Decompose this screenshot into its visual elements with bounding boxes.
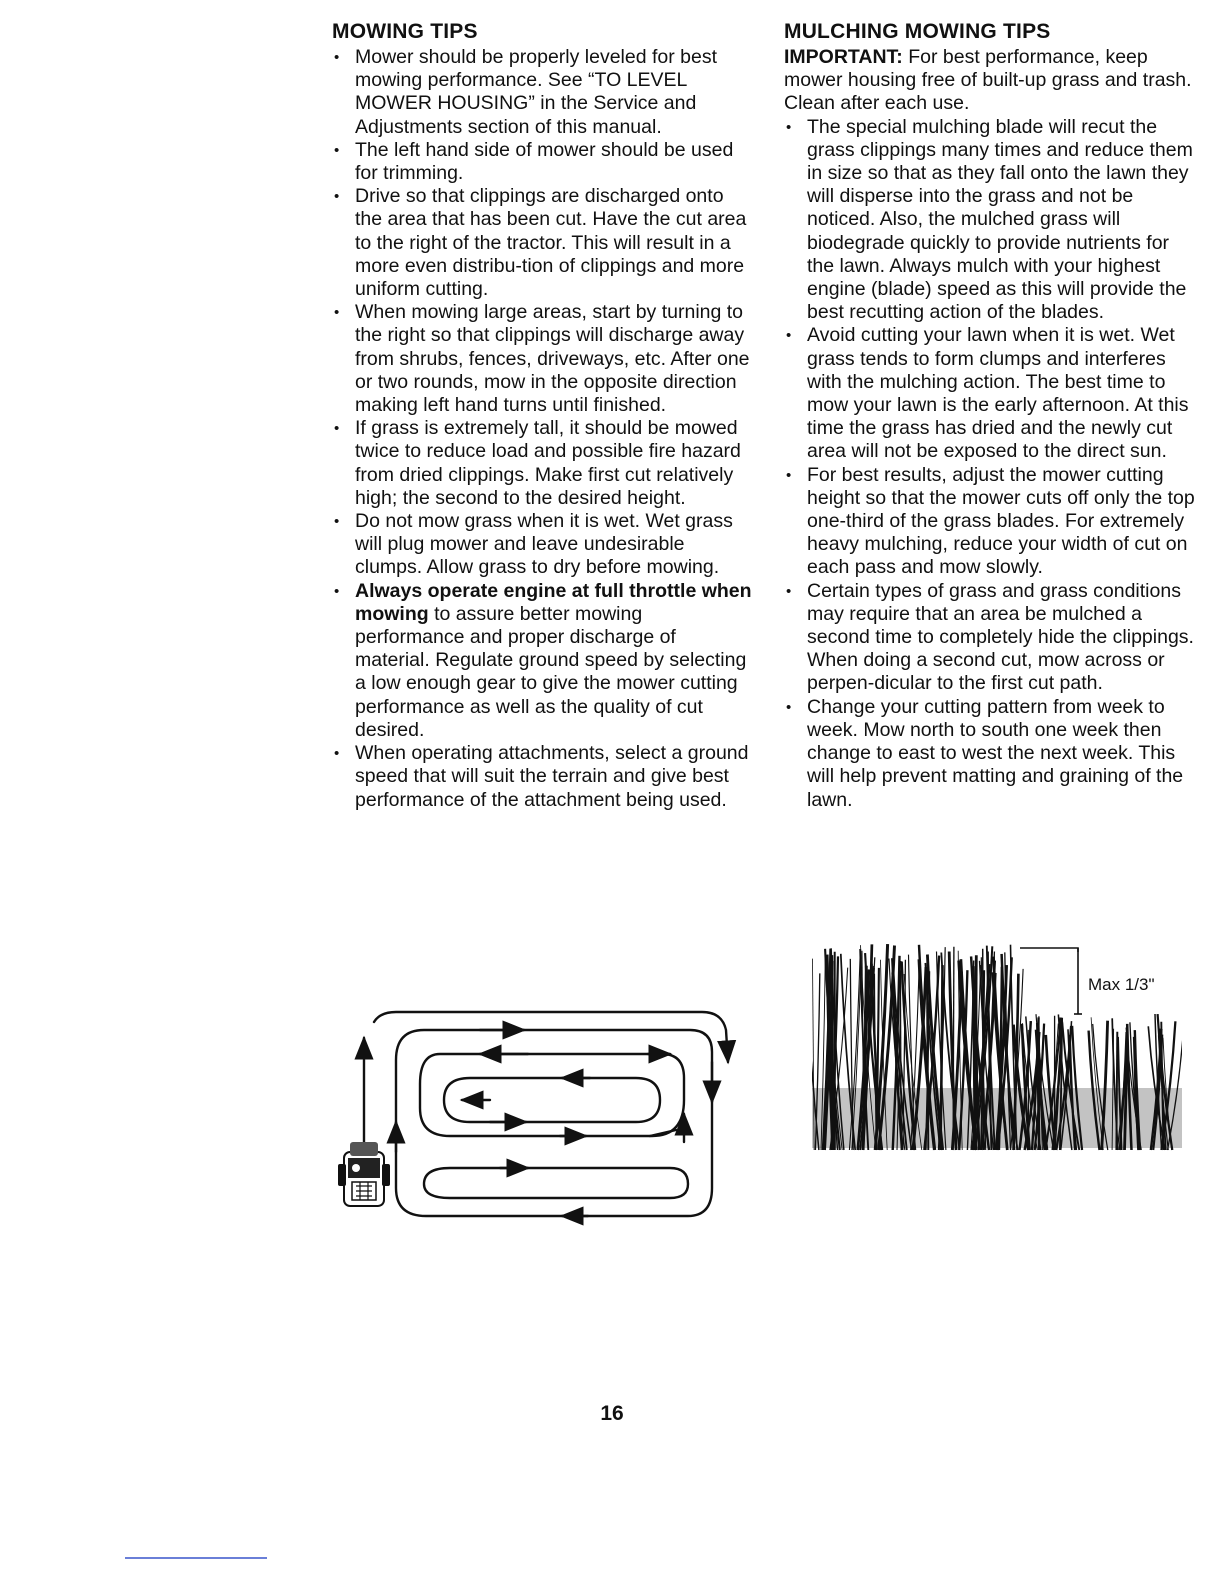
list-item: • Change your cutting pattern from week to week. Mow north to south one week then change to east to west the next week. This will help prevent matting and graining of the lawn. bbox=[784, 696, 1196, 812]
important-label: IMPORTANT: bbox=[784, 46, 903, 68]
bottom-rule bbox=[125, 1557, 267, 1559]
mulching-tips-section bbox=[784, 20, 1196, 812]
mowing-pattern-diagram bbox=[330, 1002, 740, 1228]
max-height-label: Max 1/3" bbox=[1088, 975, 1155, 994]
list-item: • When mowing large areas, start by turning to the right so that clippings will discharge away from shrubs, fences, driveways, etc. After one or two rounds, mow in the opposite direction making left hand turns until finished. bbox=[332, 301, 752, 417]
height-marker-line bbox=[1020, 948, 1078, 1014]
grass-height-diagram bbox=[812, 938, 1182, 1160]
mowing-tips-section bbox=[332, 20, 752, 812]
list-item: • When operating attachments, select a ground speed that will suit the terrain and give best performance of the attachment being used. bbox=[332, 742, 752, 812]
list-item: • Avoid cutting your lawn when it is wet. Wet grass tends to form clumps and interferes with the mulching action. The best time to mow your lawn is the early afternoon. At this time the grass has dried and the newly cut area will not be exposed to the direct sun. bbox=[784, 324, 1196, 463]
ring-2 bbox=[420, 1054, 684, 1136]
list-item: • The special mulching blade will recut the grass clippings many times and reduce them in size so that as they fall onto the lawn they will disperse into the grass and not be noticed. Also, the mulched grass will biodegrade quickly to provide nutrients for the lawn. Always mulch with your highest engine (blade) speed as this will provide the best recutting action of the blades. bbox=[784, 116, 1196, 325]
page-number: 16 bbox=[600, 1402, 624, 1425]
list-item: • Always operate engine at full throttle when mowing to assure better mowing performance and proper discharge of material. Regulate ground speed by selecting a low enough gear to give the mower cutting performance as well as the quality of cut desired. bbox=[332, 580, 752, 742]
list-item: • For best results, adjust the mower cutting height so that the mower cuts off only the top one-third of the grass blades. For extremely heavy mulching, reduce your width of cut on each pass and mow slowly. bbox=[784, 464, 1196, 580]
list-item: • If grass is extremely tall, it should be mowed twice to reduce load and possible fire hazard from dried clippings. Make first cut relatively high; the second to the desired height. bbox=[332, 417, 752, 510]
ring-4 bbox=[424, 1168, 688, 1198]
mowing-tips-list bbox=[332, 46, 752, 812]
list-item: • Certain types of grass and grass conditions may require that an area be mulched a second time to completely hide the clippings. When doing a second cut, mow across or perpen-dicular to the first cut path. bbox=[784, 580, 1196, 696]
lawn-tractor-icon bbox=[338, 1142, 390, 1206]
list-item: • Do not mow grass when it is wet. Wet grass will plug mower and leave undesirable clumps. Allow grass to dry before mowing. bbox=[332, 510, 752, 580]
list-item: • Mower should be properly leveled for best mowing performance. See “TO LEVEL MOWER HOUSING” in the Service and Adjustments section of this manual. bbox=[332, 46, 752, 139]
list-item: • Drive so that clippings are discharged onto the area that has been cut. Have the cut area to the right of the tractor. This will result in a more even distribu-tion of clippings and more uniform cutting. bbox=[332, 185, 752, 301]
list-item: • The left hand side of mower should be used for trimming. bbox=[332, 139, 752, 185]
mulching-tips-heading: MULCHING MOWING TIPS bbox=[784, 20, 1051, 43]
mowing-tips-heading: MOWING TIPS bbox=[332, 20, 478, 43]
important-note: IMPORTANT: For best performance, keep mower housing free of built-up grass and trash. Clean after each use. bbox=[784, 46, 1192, 115]
mulching-tips-list bbox=[784, 116, 1196, 812]
full-throttle-emphasis: Always operate engine at full throttle when mowing bbox=[355, 579, 752, 625]
